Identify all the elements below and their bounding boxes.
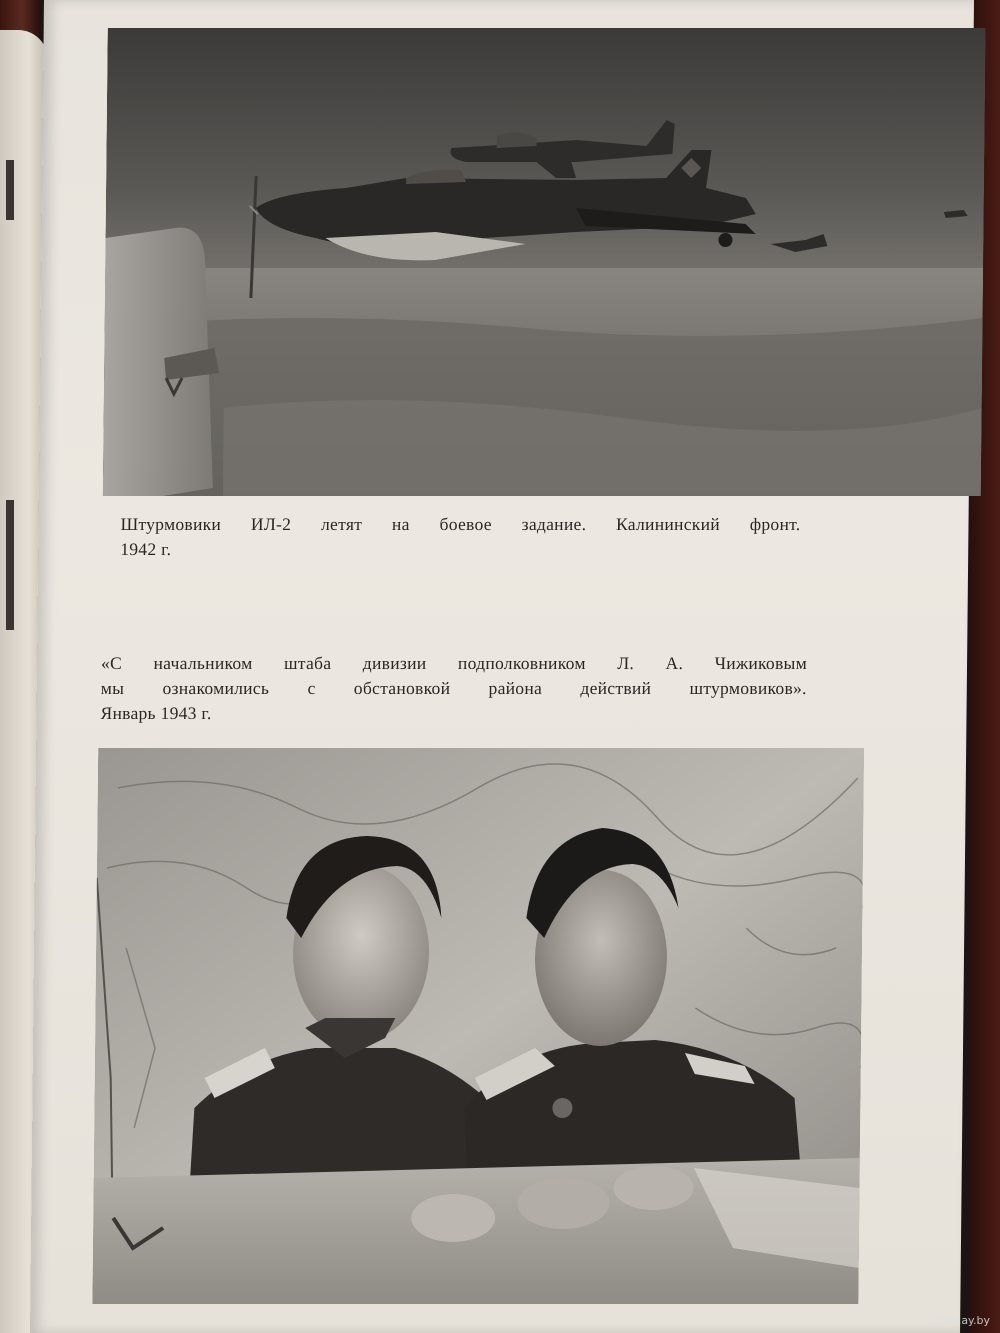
officers-photo-caption — [100, 651, 807, 726]
caption-line: «С начальником штаба дивизии подполковником Л. А. Чижиковым — [100, 653, 808, 673]
page-edge-mark — [6, 500, 14, 630]
page-edge-mark — [6, 160, 14, 220]
officers-photo — [92, 748, 864, 1304]
watermark: www.ay.by — [931, 1314, 990, 1327]
caption-line: 1942 г. — [120, 539, 172, 559]
caption-line: Штурмовики ИЛ-2 летят на боевое задание. Калининский фронт. — [120, 514, 801, 534]
caption-line: Январь 1943 г. — [100, 703, 212, 723]
aircraft-photo — [103, 28, 986, 496]
aircraft-photo-caption — [120, 512, 801, 562]
book-page — [30, 0, 974, 1333]
caption-line: мы ознакомились с обстановкой района действий штурмовиков». — [100, 678, 807, 698]
